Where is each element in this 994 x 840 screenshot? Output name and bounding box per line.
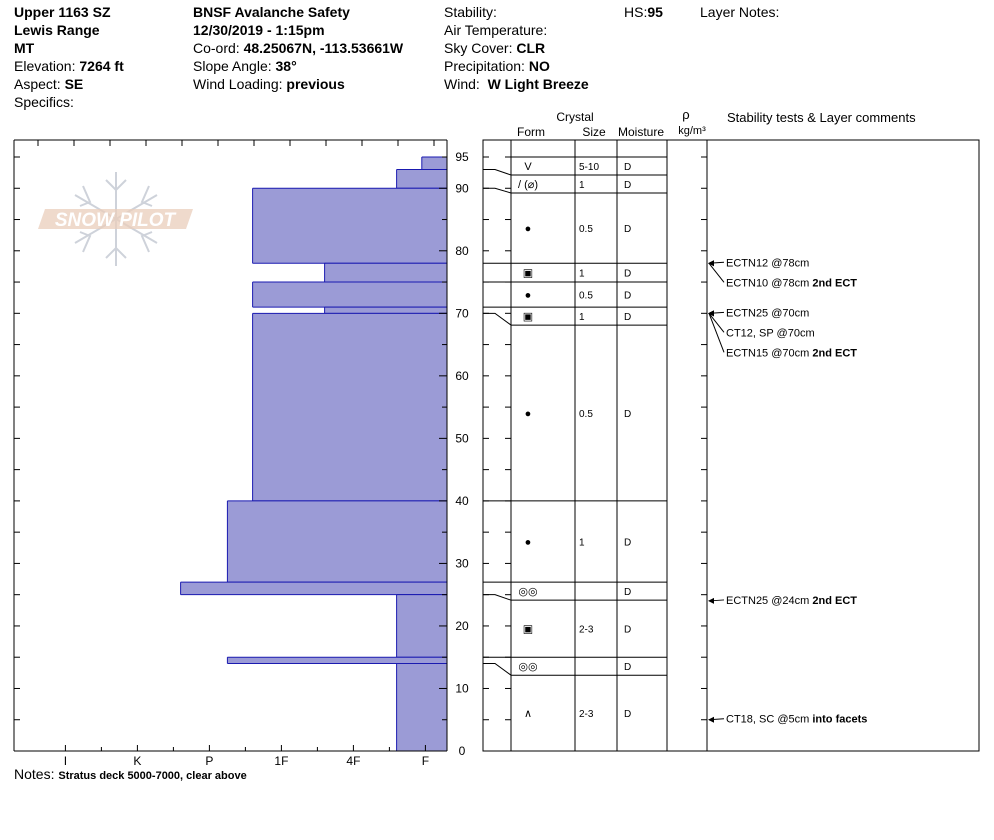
hardness-bar xyxy=(253,282,447,307)
depth-tick-label: 20 xyxy=(455,618,469,633)
stability-test-result: ECTN10 @78cm xyxy=(726,277,810,290)
col-size-header: Size xyxy=(582,125,606,139)
col-comments-header: Stability tests & Layer comments xyxy=(727,110,916,125)
depth-tick-label: 70 xyxy=(455,306,469,321)
grain-size: 2-3 xyxy=(579,624,594,636)
moisture-value: D xyxy=(624,162,632,173)
stability-test-label xyxy=(726,595,857,607)
location-name: Upper 1163 SZ xyxy=(14,4,111,20)
hardness-tick-label: I xyxy=(63,754,68,768)
stability-test-result: ECTN12 @78cm xyxy=(726,257,810,270)
layer-connector xyxy=(483,188,511,193)
stability-test-note: into facets xyxy=(809,713,868,726)
slope-label: Slope Angle: xyxy=(193,58,272,74)
depth-tick-label: 50 xyxy=(455,431,469,446)
air-temp-label: Air Temperature: xyxy=(444,22,548,38)
hardness-bar xyxy=(397,170,447,189)
moisture-value: D xyxy=(624,709,632,721)
layer-connector xyxy=(483,663,511,675)
grain-form-icon: ∧ xyxy=(523,708,533,721)
precip-value: NO xyxy=(528,58,550,74)
grain-form-icon: V xyxy=(524,161,532,173)
snowpilot-logo xyxy=(38,172,193,266)
moisture-value: D xyxy=(624,180,632,191)
coord-label: Co-ord: xyxy=(193,40,240,56)
depth-tick-label: 0 xyxy=(458,744,466,758)
grain-form-icon: / (⌀) xyxy=(517,179,539,191)
grain-size: 0.5 xyxy=(579,224,593,236)
col-form-header: Form xyxy=(517,125,545,139)
stability-test-result: CT18, SC @5cm xyxy=(726,713,810,726)
stability-test-label xyxy=(726,277,857,289)
moisture-value: D xyxy=(624,290,632,302)
wind-label: Wind: xyxy=(444,76,480,92)
stability-test-result: CT12, SP @70cm xyxy=(726,327,815,340)
grain-form-icon: ● xyxy=(524,223,532,236)
layer-connector xyxy=(483,313,511,325)
hardness-bar xyxy=(397,663,447,751)
test-pointer-line xyxy=(709,263,724,282)
hardness-bar xyxy=(227,657,447,663)
grain-size: 1 xyxy=(579,268,585,280)
datetime: 12/30/2019 - 1:15pm xyxy=(193,22,325,38)
grain-size: 2-3 xyxy=(579,709,594,721)
depth-tick-label: 80 xyxy=(455,243,469,258)
wind-loading-label: Wind Loading: xyxy=(193,76,283,92)
stability-test-note: 2nd ECT xyxy=(809,594,857,607)
specifics-label: Specifics: xyxy=(14,94,74,110)
depth-tick-label: 95 xyxy=(455,150,469,164)
grain-size: 0.5 xyxy=(579,290,593,302)
observer: BNSF Avalanche Safety xyxy=(193,4,350,20)
stability-label: Stability: xyxy=(444,4,497,20)
wind-value: W Light Breeze xyxy=(487,76,589,92)
stability-test-note: 2nd ECT xyxy=(809,347,857,360)
logo-text: SNOW PILOT xyxy=(54,210,176,231)
moisture-value: D xyxy=(624,587,632,599)
aspect-value: SE xyxy=(64,76,84,92)
hardness-plot xyxy=(181,157,447,751)
grain-form-icon: ● xyxy=(524,536,532,549)
stability-test-label xyxy=(726,327,815,339)
hardness-bar xyxy=(227,501,447,582)
layer-notes-label: Layer Notes: xyxy=(700,4,780,20)
wind-loading-value: previous xyxy=(286,76,345,92)
stability-test-result: ECTN25 @70cm xyxy=(726,307,810,320)
moisture-value: D xyxy=(624,408,632,420)
moisture-value: D xyxy=(624,624,632,636)
stability-tests xyxy=(708,257,867,725)
grain-size: 1 xyxy=(579,537,585,549)
sky-label: Sky Cover: xyxy=(444,40,513,56)
grain-form-icon: ● xyxy=(524,407,532,420)
mountain-range: Lewis Range xyxy=(14,22,100,38)
depth-tick-label: 30 xyxy=(455,556,469,571)
precip-label: Precipitation: xyxy=(444,58,525,74)
layer-table-frame xyxy=(483,140,979,751)
elevation-label: Elevation: xyxy=(14,58,76,74)
hardness-bar xyxy=(253,188,447,263)
hardness-bar xyxy=(253,313,447,501)
test-pointer-line xyxy=(709,313,724,332)
grain-size: 5-10 xyxy=(579,162,600,173)
hardness-tick-label: F xyxy=(421,754,430,768)
notes-label: Notes: xyxy=(14,766,55,782)
stability-test-note: 2nd ECT xyxy=(809,277,857,290)
hardness-tick-label: 1F xyxy=(274,754,289,768)
slope-value: 38° xyxy=(275,58,297,74)
grain-size: 1 xyxy=(579,180,585,191)
moisture-value: D xyxy=(624,224,632,236)
grain-form-icon: ▣ xyxy=(522,267,534,280)
moisture-value: D xyxy=(624,268,632,280)
moisture-value: D xyxy=(624,662,632,674)
layer-connector xyxy=(483,595,511,600)
hardness-bar xyxy=(325,263,447,282)
coord-value: 48.25067N, -113.53661W xyxy=(243,40,404,56)
hardness-tick-label: P xyxy=(205,754,214,768)
stability-test-result: ECTN25 @24cm xyxy=(726,594,810,607)
layer-table xyxy=(483,140,979,751)
moisture-value: D xyxy=(624,312,632,324)
hardness-bar xyxy=(325,307,447,313)
grain-form-icon: ▣ xyxy=(522,311,534,324)
grain-size: 1 xyxy=(579,312,585,324)
elevation-value: 7264 ft xyxy=(79,58,124,74)
stability-test-label xyxy=(726,257,809,269)
notes xyxy=(14,766,247,782)
stability-test-label xyxy=(726,714,867,726)
grain-form-icon: ◎◎ xyxy=(518,586,538,599)
layer-connector xyxy=(483,170,511,175)
depth-tick-label: 10 xyxy=(455,681,469,696)
depth-tick-label: 40 xyxy=(455,493,469,508)
stability-test-label xyxy=(726,347,857,359)
grain-form-icon: ◎◎ xyxy=(518,661,538,674)
sky-value: CLR xyxy=(516,40,546,56)
depth-tick-label: 90 xyxy=(455,181,469,196)
stability-test-label xyxy=(726,307,809,319)
col-crystal-header: Crystal xyxy=(556,110,594,124)
hardness-tick-label: K xyxy=(133,754,142,768)
test-pointer-line xyxy=(709,313,724,352)
col-moisture-header: Moisture xyxy=(617,125,665,139)
notes-text: Stratus deck 5000-7000, clear above xyxy=(58,770,247,782)
test-pointer-arrow-icon xyxy=(708,598,714,604)
aspect-label: Aspect: xyxy=(14,76,61,92)
grain-form-icon: ● xyxy=(524,289,532,302)
grain-size: 0.5 xyxy=(579,408,593,420)
hardness-bar xyxy=(422,157,447,170)
col-rho-header: ρ xyxy=(682,107,690,122)
depth-tick-label: 60 xyxy=(455,368,469,383)
test-pointer-arrow-icon xyxy=(708,717,714,723)
hardness-tick-label: 4F xyxy=(346,754,361,768)
stability-test-result: ECTN15 @70cm xyxy=(726,347,810,360)
state: MT xyxy=(14,40,35,56)
hs-value: 95 xyxy=(647,4,663,20)
hardness-bar xyxy=(181,582,447,595)
moisture-value: D xyxy=(624,537,632,549)
hs-label: HS: xyxy=(624,4,648,20)
grain-form-icon: ▣ xyxy=(522,623,534,636)
col-density-unit: kg/m³ xyxy=(678,125,706,137)
